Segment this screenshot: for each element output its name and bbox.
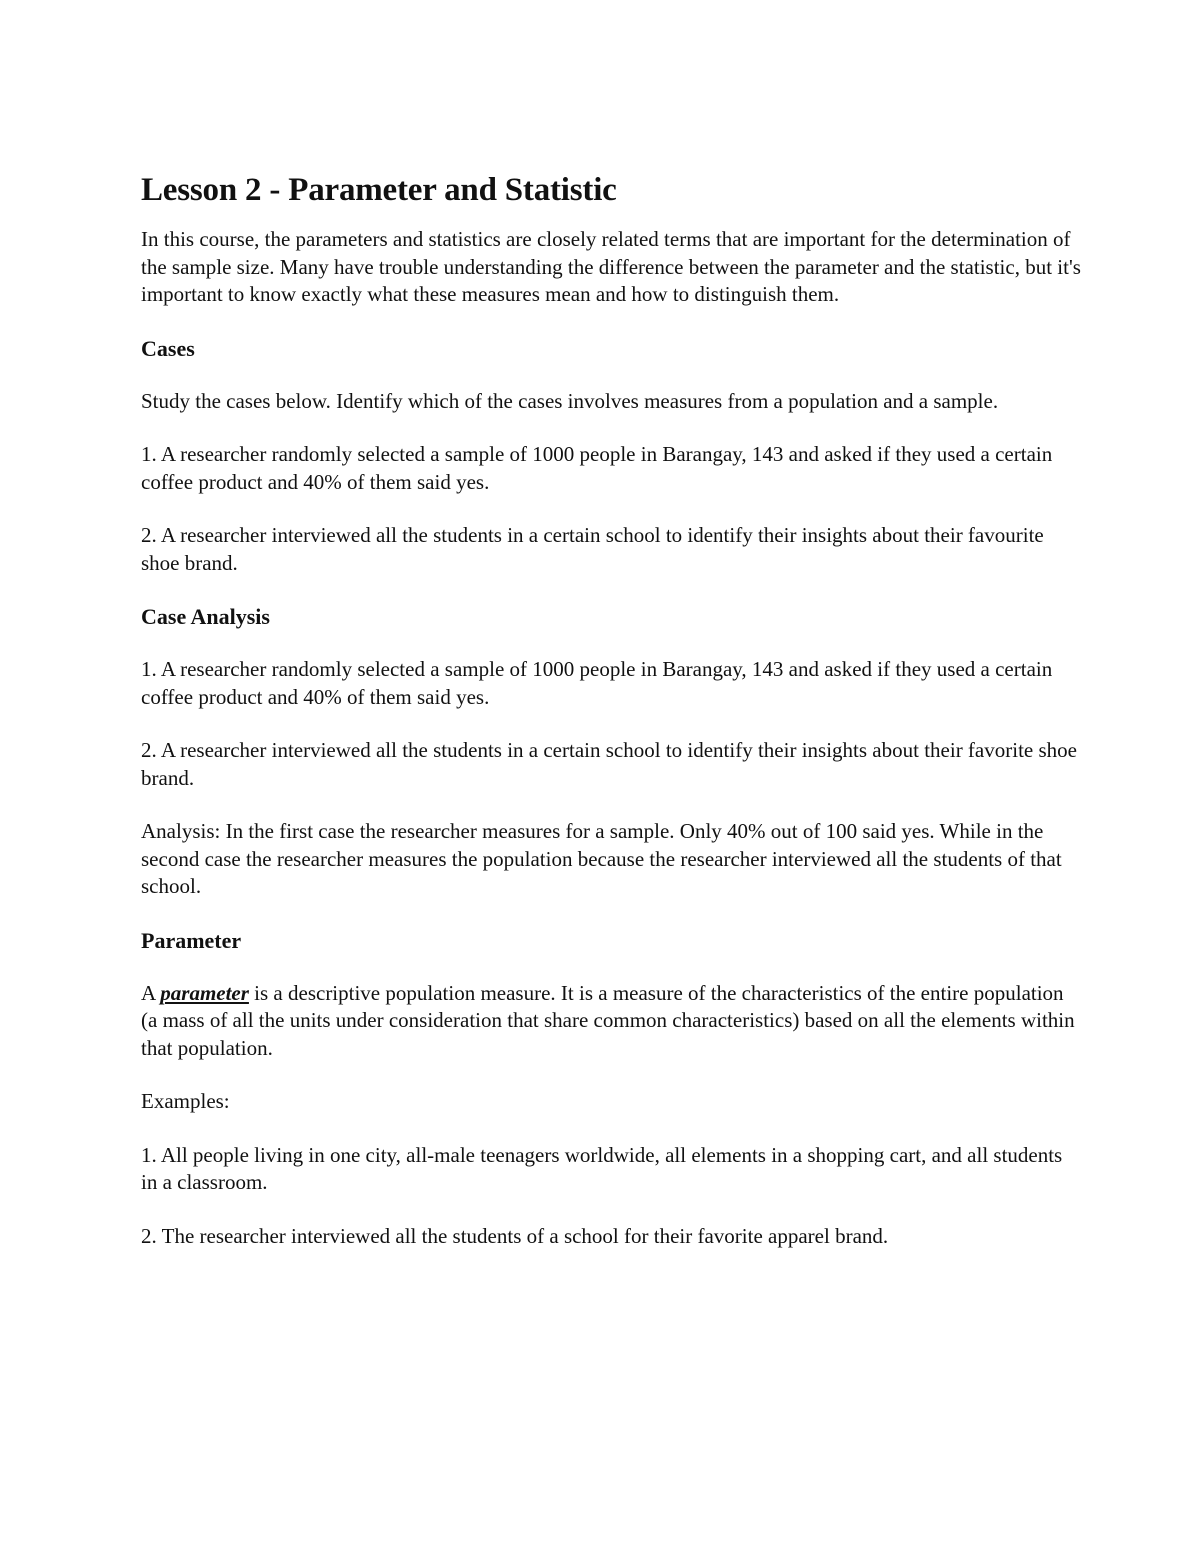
case-analysis-item-2: 2. A researcher interviewed all the students in a certain school to identify their insights about their favorite shoe brand. — [141, 738, 1077, 790]
parameter-heading: Parameter — [141, 927, 242, 953]
definition-prefix: A — [141, 980, 161, 1005]
lesson-title: Lesson 2 - Parameter and Statistic — [141, 172, 617, 208]
examples-label: Examples: — [141, 1089, 230, 1113]
parameter-definition — [141, 980, 1081, 1063]
analysis-paragraph: Analysis: In the first case the researcher measures for a sample. Only 40% out of 100 said yes. While in the second case the researcher measures the population because the researcher interviewed all the students of that school. — [141, 819, 1062, 898]
document-page — [141, 168, 1081, 1276]
cases-instruction: Study the cases below. Identify which of the cases involves measures from a population and a sample. — [141, 388, 999, 413]
cases-heading: Cases — [141, 335, 195, 361]
intro-paragraph: In this course, the parameters and statistics are closely related terms that are important for the determination of the sample size. Many have trouble understanding the difference between the parameter and the statistic, but it's important to know exactly what these measures mean and how to distinguish them. — [141, 227, 1081, 306]
case-analysis-item-1: 1. A researcher randomly selected a sample of 1000 people in Barangay, 143 and asked if they used a certain coffee product and 40% of them said yes. — [141, 657, 1053, 709]
definition-rest: is a descriptive population measure. It is a measure of the characteristics of the entire population (a mass of all the units under consideration that share common characteristics) based on all the elements within that population. — [141, 980, 1075, 1060]
case-item-1: 1. A researcher randomly selected a sample of 1000 people in Barangay, 143 and asked if they used a certain coffee product and 40% of them said yes. — [141, 442, 1053, 494]
case-item-2: 2. A researcher interviewed all the students in a certain school to identify their insights about their favourite shoe brand. — [141, 523, 1044, 575]
parameter-term: parameter — [160, 980, 249, 1005]
case-analysis-heading: Case Analysis — [141, 604, 270, 629]
example-item-1: 1. All people living in one city, all-male teenagers worldwide, all elements in a shopping cart, and all students in a classroom. — [141, 1142, 1063, 1194]
example-item-2: 2. The researcher interviewed all the students of a school for their favorite apparel brand. — [141, 1223, 889, 1248]
